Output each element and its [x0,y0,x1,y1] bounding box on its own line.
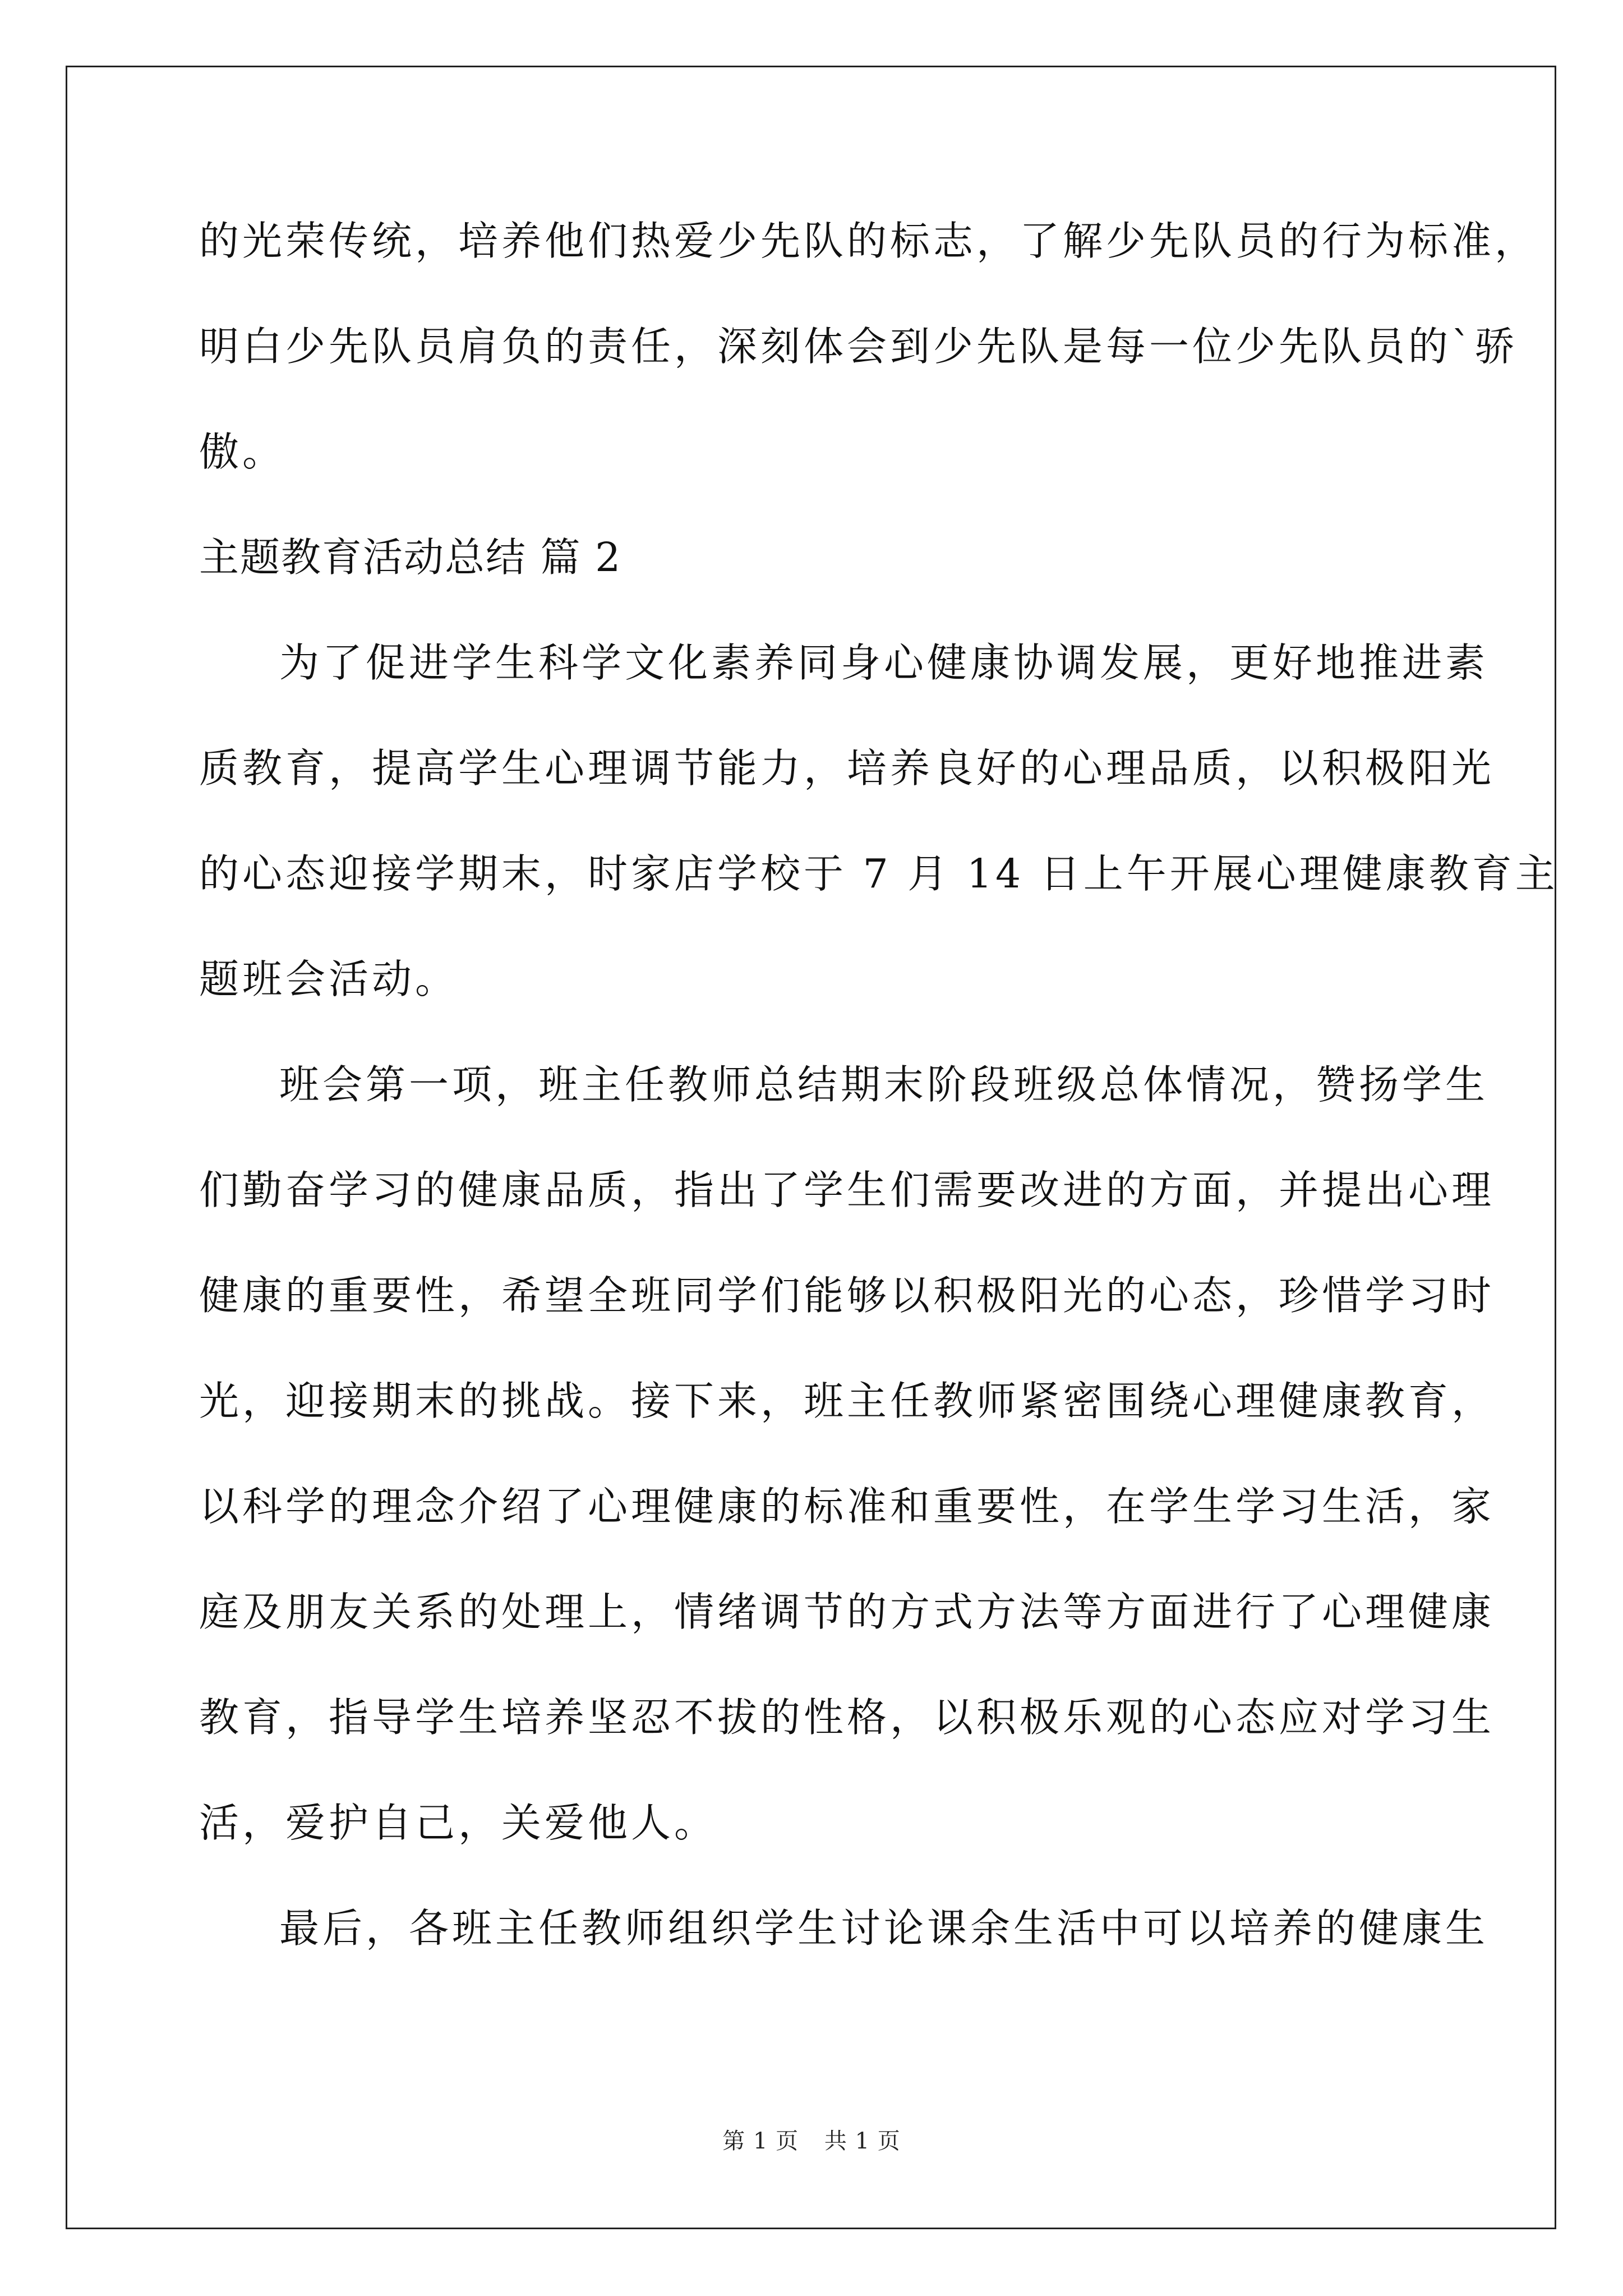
paragraph-line: 活，爱护自己，关爱他人。 [199,1800,718,1846]
page-total: 共 1 页 [824,2128,901,2154]
document-body [199,208,1559,2000]
paragraph-line: 的光荣传统，培养他们热爱少先队的标志，了解少先队员的行为标准， [199,218,1538,264]
paragraph-line: 们勤奋学习的健康品质，指出了学生们需要改进的方面，并提出心理 [199,1167,1495,1213]
paragraph-line: 班会第一项，班主任教师总结期末阶段班级总体情况，赞扬学生 [279,1061,1489,1108]
paragraph-line: 为了促进学生科学文化素养同身心健康协调发展，更好地推进素 [279,639,1489,686]
paragraph-line: 明白少先队员肩负的责任，深刻体会到少先队是每一位少先队员的`骄 [199,323,1518,370]
paragraph-line: 最后，各班主任教师组织学生讨论课余生活中可以培养的健康生 [279,1905,1489,1952]
paragraph-line: 题班会活动。 [199,956,459,1002]
paragraph-line: 健康的重要性，希望全班同学们能够以积极阳光的心态，珍惜学习时 [199,1272,1495,1319]
paragraph-line: 教育，指导学生培养坚忍不拔的性格，以积极乐观的心态应对学习生 [199,1694,1495,1741]
paragraph-line: 傲。 [199,429,286,475]
page-number: 第 1 页 [722,2128,799,2154]
paragraph-line: 的心态迎接学期末，时家店学校于 7 月 14 日上午开展心理健康教育主 [199,850,1559,897]
page-footer [0,2123,1623,2155]
paragraph-line: 光，迎接期末的挑战。接下来，班主任教师紧密围绕心理健康教育， [199,1378,1495,1424]
paragraph-line: 质教育，提高学生心理调节能力，培养良好的心理品质，以积极阳光 [199,745,1495,792]
paragraph-line: 庭及朋友关系的处理上，情绪调节的方式方法等方面进行了心理健康 [199,1589,1495,1635]
paragraph-line: 以科学的理念介绍了心理健康的标准和重要性，在学生学习生活，家 [199,1483,1495,1530]
section-heading: 主题教育活动总结 篇 2 [199,534,622,581]
